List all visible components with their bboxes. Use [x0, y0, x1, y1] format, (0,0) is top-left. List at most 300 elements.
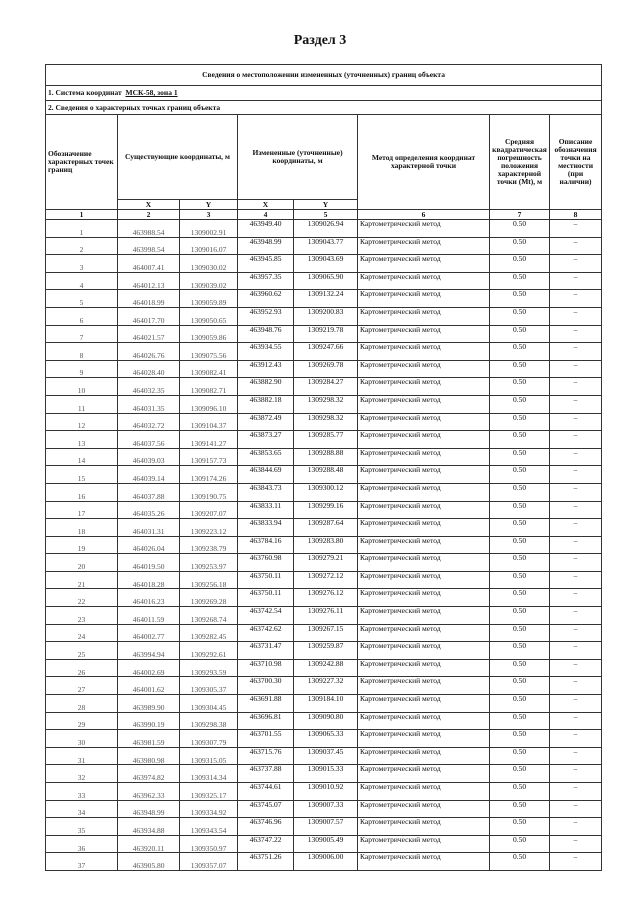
method-cell: Картометрический метод — [358, 378, 490, 396]
table-row — [46, 642, 602, 660]
rmse-cell: 0.50 — [490, 237, 550, 255]
rmse-cell: 0.50 — [490, 712, 550, 730]
point-number-cell: 23 — [46, 607, 118, 625]
description-cell: – — [550, 712, 602, 730]
existing-y-cell: 1309002.91 — [180, 220, 238, 238]
changed-x-cell: 463746.96 — [238, 818, 294, 836]
changed-y-cell: 1309298.32 — [294, 395, 358, 413]
existing-x-cell: 464018.28 — [118, 571, 180, 589]
changed-x-cell: 463751.26 — [238, 853, 294, 871]
changed-y-cell: 1309065.33 — [294, 730, 358, 748]
changed-x-cell: 463949.40 — [238, 220, 294, 238]
existing-y-cell: 1309207.07 — [180, 501, 238, 519]
point-number-cell: 2 — [46, 237, 118, 255]
changed-x-cell: 463853.65 — [238, 448, 294, 466]
method-cell: Картометрический метод — [358, 501, 490, 519]
point-number-cell: 35 — [46, 818, 118, 836]
coord-system-row — [46, 86, 602, 101]
changed-y-cell: 1309276.11 — [294, 607, 358, 625]
existing-x-cell: 463920.11 — [118, 835, 180, 853]
point-number-cell: 25 — [46, 642, 118, 660]
method-cell: Картометрический метод — [358, 431, 490, 449]
description-cell: – — [550, 360, 602, 378]
rmse-cell: 0.50 — [490, 659, 550, 677]
point-number-cell: 18 — [46, 519, 118, 537]
existing-y-cell: 1309190.75 — [180, 483, 238, 501]
changed-x-cell: 463715.76 — [238, 747, 294, 765]
existing-x-cell: 464016.23 — [118, 589, 180, 607]
existing-y-cell: 1309223.12 — [180, 519, 238, 537]
changed-x-cell: 463750.11 — [238, 589, 294, 607]
method-cell: Картометрический метод — [358, 554, 490, 572]
header-rmse: Средняя квадратическая погрешность положения характерной точки (Mt), м — [490, 115, 550, 210]
existing-x-cell: 463981.59 — [118, 730, 180, 748]
point-number-cell: 9 — [46, 360, 118, 378]
rmse-cell: 0.50 — [490, 677, 550, 695]
changed-y-cell: 1309288.88 — [294, 448, 358, 466]
changed-x-cell: 463731.47 — [238, 642, 294, 660]
method-cell: Картометрический метод — [358, 448, 490, 466]
method-cell: Картометрический метод — [358, 571, 490, 589]
existing-x-cell: 463980.98 — [118, 747, 180, 765]
coord-system-label: 1. Система координат — [48, 88, 122, 98]
method-cell: Картометрический метод — [358, 483, 490, 501]
method-cell: Картометрический метод — [358, 747, 490, 765]
changed-y-cell: 1309184.10 — [294, 695, 358, 713]
existing-x-cell: 463962.33 — [118, 783, 180, 801]
changed-y-cell: 1309043.77 — [294, 237, 358, 255]
method-cell: Картометрический метод — [358, 237, 490, 255]
existing-x-cell: 464017.70 — [118, 307, 180, 325]
existing-x-cell: 463974.82 — [118, 765, 180, 783]
method-cell: Картометрический метод — [358, 325, 490, 343]
existing-x-cell: 463905.80 — [118, 853, 180, 871]
existing-y-cell: 1309141.27 — [180, 431, 238, 449]
point-number-cell: 37 — [46, 853, 118, 871]
table-row — [46, 607, 602, 625]
header-existing-y: Y — [180, 200, 238, 210]
rmse-cell: 0.50 — [490, 800, 550, 818]
description-cell: – — [550, 307, 602, 325]
method-cell: Картометрический метод — [358, 624, 490, 642]
changed-y-cell: 1309288.48 — [294, 466, 358, 484]
existing-x-cell: 464012.13 — [118, 272, 180, 290]
method-cell: Картометрический метод — [358, 360, 490, 378]
table-row — [46, 571, 602, 589]
table-row — [46, 589, 602, 607]
table-row — [46, 677, 602, 695]
existing-y-cell: 1309050.65 — [180, 307, 238, 325]
existing-y-cell: 1309238.79 — [180, 536, 238, 554]
column-number: 6 — [358, 210, 490, 220]
description-cell: – — [550, 571, 602, 589]
rmse-cell: 0.50 — [490, 431, 550, 449]
changed-y-cell: 1309015.33 — [294, 765, 358, 783]
table-row — [46, 712, 602, 730]
rmse-cell: 0.50 — [490, 519, 550, 537]
existing-y-cell: 1309174.26 — [180, 466, 238, 484]
method-cell: Картометрический метод — [358, 695, 490, 713]
point-number-cell: 27 — [46, 677, 118, 695]
rmse-cell: 0.50 — [490, 607, 550, 625]
method-cell: Картометрический метод — [358, 818, 490, 836]
existing-y-cell: 1309292.61 — [180, 642, 238, 660]
changed-y-cell: 1309267.15 — [294, 624, 358, 642]
header-method: Метод определения координат характерной точки — [358, 115, 490, 210]
changed-x-cell: 463742.54 — [238, 607, 294, 625]
rmse-cell: 0.50 — [490, 695, 550, 713]
rmse-cell: 0.50 — [490, 501, 550, 519]
table-row — [46, 360, 602, 378]
method-cell: Картометрический метод — [358, 519, 490, 537]
changed-y-cell: 1309287.64 — [294, 519, 358, 537]
existing-x-cell: 463934.88 — [118, 818, 180, 836]
changed-y-cell: 1309006.00 — [294, 853, 358, 871]
description-cell: – — [550, 501, 602, 519]
method-cell: Картометрический метод — [358, 835, 490, 853]
changed-y-cell: 1309219.78 — [294, 325, 358, 343]
rmse-cell: 0.50 — [490, 835, 550, 853]
table-row — [46, 853, 602, 871]
existing-y-cell: 1309082.41 — [180, 360, 238, 378]
description-cell: – — [550, 536, 602, 554]
existing-y-cell: 1309082.71 — [180, 378, 238, 396]
changed-y-cell: 1309269.78 — [294, 360, 358, 378]
description-cell: – — [550, 607, 602, 625]
changed-y-cell: 1309247.66 — [294, 343, 358, 361]
existing-y-cell: 1309030.02 — [180, 255, 238, 273]
existing-y-cell: 1309314.34 — [180, 765, 238, 783]
method-cell: Картометрический метод — [358, 800, 490, 818]
changed-y-cell: 1309200.83 — [294, 307, 358, 325]
point-number-cell: 19 — [46, 536, 118, 554]
table-row — [46, 325, 602, 343]
changed-y-cell: 1309259.87 — [294, 642, 358, 660]
changed-y-cell: 1309090.80 — [294, 712, 358, 730]
table-row — [46, 765, 602, 783]
table-row — [46, 237, 602, 255]
changed-x-cell: 463696.81 — [238, 712, 294, 730]
description-cell: – — [550, 378, 602, 396]
point-number-cell: 4 — [46, 272, 118, 290]
description-cell: – — [550, 677, 602, 695]
column-number: 2 — [118, 210, 180, 220]
existing-x-cell: 464037.88 — [118, 483, 180, 501]
rmse-cell: 0.50 — [490, 818, 550, 836]
existing-y-cell: 1309059.86 — [180, 325, 238, 343]
existing-x-cell: 463990.19 — [118, 712, 180, 730]
point-number-cell: 31 — [46, 747, 118, 765]
changed-x-cell: 463882.90 — [238, 378, 294, 396]
changed-x-cell: 463760.98 — [238, 554, 294, 572]
existing-x-cell: 464002.77 — [118, 624, 180, 642]
point-number-cell: 29 — [46, 712, 118, 730]
changed-y-cell: 1309272.12 — [294, 571, 358, 589]
rmse-cell: 0.50 — [490, 589, 550, 607]
changed-x-cell: 463957.35 — [238, 272, 294, 290]
existing-x-cell: 464019.50 — [118, 554, 180, 572]
changed-x-cell: 463691.88 — [238, 695, 294, 713]
header-changed: Измененные (уточненные) координаты, м — [238, 115, 358, 200]
method-cell: Картометрический метод — [358, 589, 490, 607]
table-row — [46, 747, 602, 765]
existing-x-cell: 463994.94 — [118, 642, 180, 660]
table-row — [46, 536, 602, 554]
changed-x-cell: 463744.61 — [238, 783, 294, 801]
changed-x-cell: 463952.93 — [238, 307, 294, 325]
method-cell: Картометрический метод — [358, 783, 490, 801]
existing-x-cell: 464032.72 — [118, 413, 180, 431]
description-cell: – — [550, 800, 602, 818]
method-cell: Картометрический метод — [358, 536, 490, 554]
changed-x-cell: 463912.43 — [238, 360, 294, 378]
existing-x-cell: 464037.56 — [118, 431, 180, 449]
existing-y-cell: 1309282.45 — [180, 624, 238, 642]
table-row — [46, 624, 602, 642]
point-number-cell: 20 — [46, 554, 118, 572]
header-changed-y: Y — [294, 200, 358, 210]
rmse-cell: 0.50 — [490, 448, 550, 466]
method-cell: Картометрический метод — [358, 642, 490, 660]
rmse-cell: 0.50 — [490, 730, 550, 748]
rmse-cell: 0.50 — [490, 642, 550, 660]
point-number-cell: 32 — [46, 765, 118, 783]
point-number-cell: 33 — [46, 783, 118, 801]
table-row — [46, 378, 602, 396]
existing-y-cell: 1309325.17 — [180, 783, 238, 801]
point-number-cell: 3 — [46, 255, 118, 273]
table-row — [46, 413, 602, 431]
table-title: Сведения о местоположении измененных (уточненных) границ объекта — [46, 65, 602, 86]
changed-y-cell: 1309283.80 — [294, 536, 358, 554]
existing-x-cell: 464031.31 — [118, 519, 180, 537]
changed-x-cell: 463948.99 — [238, 237, 294, 255]
description-cell: – — [550, 589, 602, 607]
description-cell: – — [550, 272, 602, 290]
method-cell: Картометрический метод — [358, 712, 490, 730]
existing-x-cell: 464026.76 — [118, 343, 180, 361]
changed-x-cell: 463945.85 — [238, 255, 294, 273]
existing-x-cell: 464018.99 — [118, 290, 180, 308]
existing-y-cell: 1309293.59 — [180, 659, 238, 677]
table-row — [46, 290, 602, 308]
changed-y-cell: 1309279.21 — [294, 554, 358, 572]
method-cell: Картометрический метод — [358, 255, 490, 273]
existing-x-cell: 464039.14 — [118, 466, 180, 484]
changed-y-cell: 1309007.57 — [294, 818, 358, 836]
point-number-cell: 5 — [46, 290, 118, 308]
point-number-cell: 15 — [46, 466, 118, 484]
existing-y-cell: 1309334.92 — [180, 800, 238, 818]
description-cell: – — [550, 659, 602, 677]
existing-y-cell: 1309157.73 — [180, 448, 238, 466]
existing-x-cell: 464002.69 — [118, 659, 180, 677]
changed-x-cell: 463784.16 — [238, 536, 294, 554]
changed-y-cell: 1309065.90 — [294, 272, 358, 290]
existing-y-cell: 1309253.97 — [180, 554, 238, 572]
column-number: 5 — [294, 210, 358, 220]
changed-y-cell: 1309007.33 — [294, 800, 358, 818]
boundary-points-table — [45, 64, 602, 871]
existing-y-cell: 1309075.56 — [180, 343, 238, 361]
description-cell: – — [550, 483, 602, 501]
point-number-cell: 34 — [46, 800, 118, 818]
existing-y-cell: 1309039.02 — [180, 272, 238, 290]
description-cell: – — [550, 220, 602, 238]
description-cell: – — [550, 642, 602, 660]
changed-y-cell: 1309276.12 — [294, 589, 358, 607]
header-designation: Обозначение характерных точек границ — [46, 115, 118, 210]
changed-x-cell: 463872.49 — [238, 413, 294, 431]
changed-x-cell: 463844.69 — [238, 466, 294, 484]
point-number-cell: 10 — [46, 378, 118, 396]
existing-y-cell: 1309305.37 — [180, 677, 238, 695]
method-cell: Картометрический метод — [358, 730, 490, 748]
existing-x-cell: 463998.54 — [118, 237, 180, 255]
description-cell: – — [550, 695, 602, 713]
changed-y-cell: 1309285.77 — [294, 431, 358, 449]
table-row — [46, 395, 602, 413]
method-cell: Картометрический метод — [358, 659, 490, 677]
point-number-cell: 22 — [46, 589, 118, 607]
section-title: Раздел 3 — [293, 33, 347, 48]
table-row — [46, 343, 602, 361]
description-cell: – — [550, 765, 602, 783]
rmse-cell: 0.50 — [490, 747, 550, 765]
description-cell: – — [550, 554, 602, 572]
table-row — [46, 800, 602, 818]
rmse-cell: 0.50 — [490, 853, 550, 871]
existing-x-cell: 464039.03 — [118, 448, 180, 466]
changed-x-cell: 463843.73 — [238, 483, 294, 501]
method-cell: Картометрический метод — [358, 413, 490, 431]
changed-y-cell: 1309037.45 — [294, 747, 358, 765]
table-row — [46, 783, 602, 801]
method-cell: Картометрический метод — [358, 272, 490, 290]
point-number-cell: 1 — [46, 220, 118, 238]
point-number-cell: 24 — [46, 624, 118, 642]
rmse-cell: 0.50 — [490, 571, 550, 589]
existing-y-cell: 1309256.18 — [180, 571, 238, 589]
header-existing: Существующие координаты, м — [118, 115, 238, 200]
point-number-cell: 11 — [46, 395, 118, 413]
description-cell: – — [550, 448, 602, 466]
existing-x-cell: 464031.35 — [118, 395, 180, 413]
method-cell: Картометрический метод — [358, 853, 490, 871]
header-changed-x: X — [238, 200, 294, 210]
point-number-cell: 8 — [46, 343, 118, 361]
changed-y-cell: 1309284.27 — [294, 378, 358, 396]
table-row — [46, 307, 602, 325]
table-row — [46, 466, 602, 484]
table-row — [46, 695, 602, 713]
table-row — [46, 818, 602, 836]
changed-x-cell: 463882.18 — [238, 395, 294, 413]
rmse-cell: 0.50 — [490, 413, 550, 431]
description-cell: – — [550, 519, 602, 537]
point-number-cell: 21 — [46, 571, 118, 589]
point-number-cell: 26 — [46, 659, 118, 677]
changed-x-cell: 463750.11 — [238, 571, 294, 589]
table-row — [46, 220, 602, 238]
table-row — [46, 659, 602, 677]
rmse-cell: 0.50 — [490, 343, 550, 361]
method-cell: Картометрический метод — [358, 765, 490, 783]
description-cell: – — [550, 431, 602, 449]
existing-y-cell: 1309304.45 — [180, 695, 238, 713]
description-cell: – — [550, 255, 602, 273]
changed-y-cell: 1309043.69 — [294, 255, 358, 273]
description-cell: – — [550, 853, 602, 871]
changed-x-cell: 463710.98 — [238, 659, 294, 677]
changed-y-cell: 1309132.24 — [294, 290, 358, 308]
existing-y-cell: 1309350.97 — [180, 835, 238, 853]
point-number-cell: 6 — [46, 307, 118, 325]
existing-x-cell: 464021.57 — [118, 325, 180, 343]
point-number-cell: 14 — [46, 448, 118, 466]
existing-y-cell: 1309315.05 — [180, 747, 238, 765]
existing-x-cell: 463989.90 — [118, 695, 180, 713]
rmse-cell: 0.50 — [490, 325, 550, 343]
existing-x-cell: 464032.35 — [118, 378, 180, 396]
rmse-cell: 0.50 — [490, 765, 550, 783]
description-cell: – — [550, 466, 602, 484]
table-row — [46, 501, 602, 519]
method-cell: Картометрический метод — [358, 220, 490, 238]
column-number: 1 — [46, 210, 118, 220]
changed-y-cell: 1309299.16 — [294, 501, 358, 519]
column-number: 8 — [550, 210, 602, 220]
method-cell: Картометрический метод — [358, 607, 490, 625]
changed-x-cell: 463701.55 — [238, 730, 294, 748]
table-row — [46, 519, 602, 537]
description-cell: – — [550, 818, 602, 836]
points-header: 2. Сведения о характерных точках границ объекта — [46, 101, 602, 115]
changed-x-cell: 463745.07 — [238, 800, 294, 818]
table-row — [46, 483, 602, 501]
changed-x-cell: 463873.27 — [238, 431, 294, 449]
rmse-cell: 0.50 — [490, 220, 550, 238]
changed-x-cell: 463742.62 — [238, 624, 294, 642]
description-cell: – — [550, 237, 602, 255]
existing-x-cell: 464026.04 — [118, 536, 180, 554]
point-number-cell: 17 — [46, 501, 118, 519]
header-description: Описание обозначения точки на местности (при наличии) — [550, 115, 602, 210]
changed-y-cell: 1309005.49 — [294, 835, 358, 853]
existing-x-cell: 463948.99 — [118, 800, 180, 818]
description-cell: – — [550, 395, 602, 413]
rmse-cell: 0.50 — [490, 307, 550, 325]
existing-y-cell: 1309268.74 — [180, 607, 238, 625]
changed-x-cell: 463700.30 — [238, 677, 294, 695]
changed-y-cell: 1309026.94 — [294, 220, 358, 238]
changed-y-cell: 1309300.12 — [294, 483, 358, 501]
rmse-cell: 0.50 — [490, 290, 550, 308]
coord-system-value: МСК-58, зона 1 — [125, 88, 178, 98]
description-cell: – — [550, 747, 602, 765]
description-cell: – — [550, 730, 602, 748]
existing-y-cell: 1309096.10 — [180, 395, 238, 413]
point-number-cell: 13 — [46, 431, 118, 449]
rmse-cell: 0.50 — [490, 624, 550, 642]
rmse-cell: 0.50 — [490, 395, 550, 413]
point-number-cell: 12 — [46, 413, 118, 431]
rmse-cell: 0.50 — [490, 554, 550, 572]
changed-x-cell: 463833.94 — [238, 519, 294, 537]
existing-x-cell: 464007.41 — [118, 255, 180, 273]
changed-x-cell: 463737.88 — [238, 765, 294, 783]
table-row — [46, 431, 602, 449]
